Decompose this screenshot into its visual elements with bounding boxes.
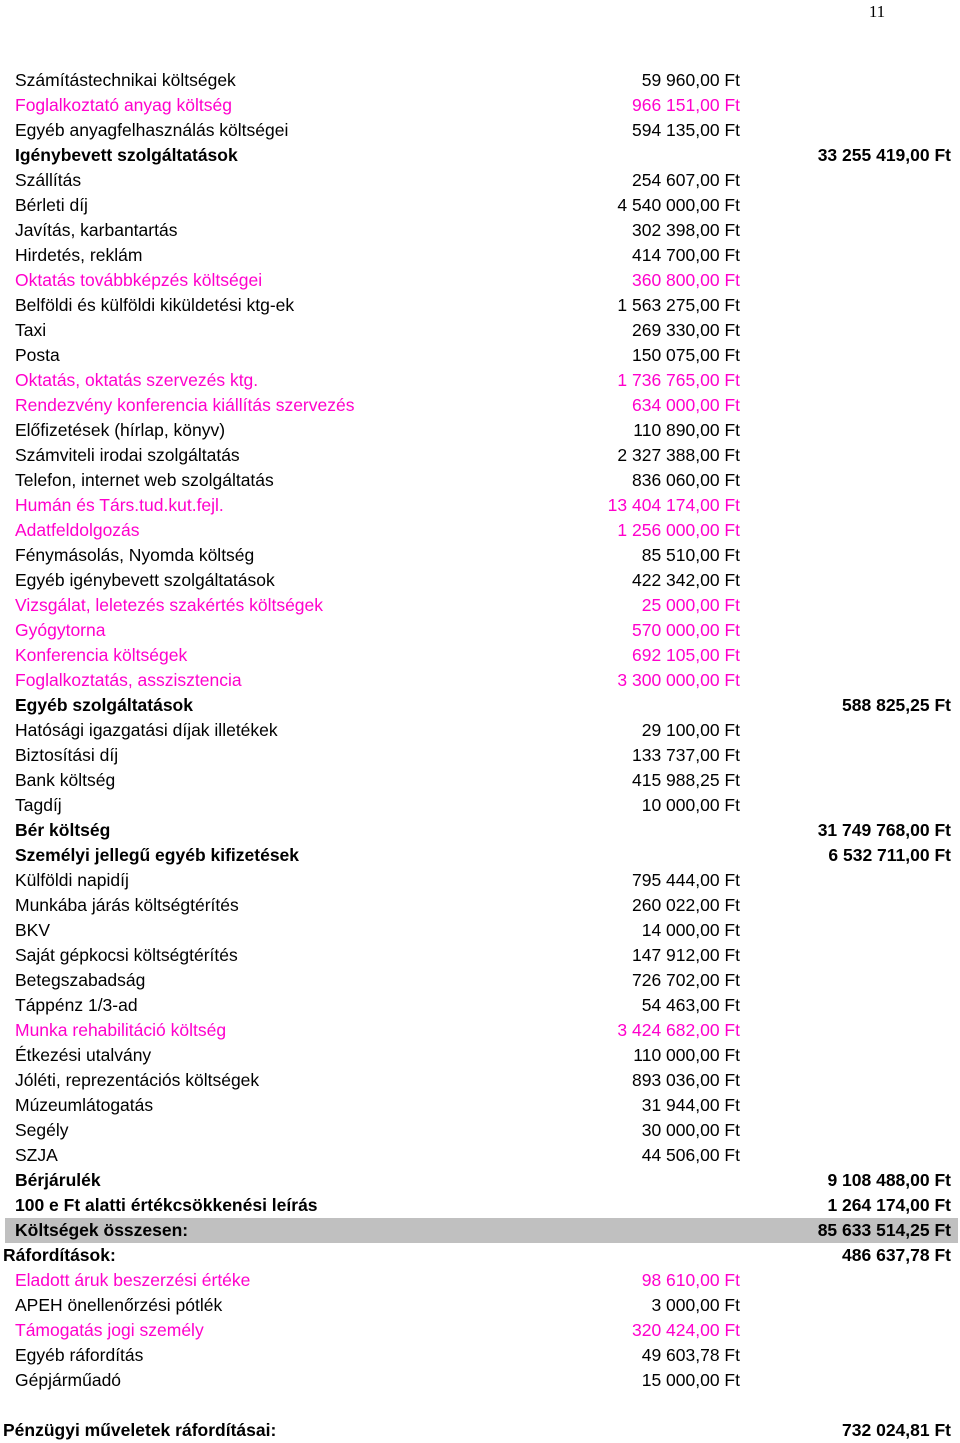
ledger-row bbox=[0, 693, 960, 718]
ledger-row bbox=[0, 343, 960, 368]
row-amount: 44 506,00 Ft bbox=[641, 1145, 740, 1165]
ledger-row bbox=[0, 218, 960, 243]
row-amount: 85 510,00 Ft bbox=[641, 545, 740, 565]
ledger-row bbox=[0, 493, 960, 518]
row-label: Betegszabadság bbox=[15, 970, 146, 990]
ledger-row bbox=[0, 393, 960, 418]
ledger-row bbox=[0, 1018, 960, 1043]
ledger-row bbox=[0, 443, 960, 468]
row-subtotal: 1 264 174,00 Ft bbox=[827, 1195, 951, 1215]
row-label: Javítás, karbantartás bbox=[15, 220, 178, 240]
ledger-row bbox=[0, 243, 960, 268]
row-label: Támogatás jogi személy bbox=[15, 1320, 204, 1340]
ledger-row bbox=[0, 168, 960, 193]
ledger-row bbox=[0, 368, 960, 393]
row-label: Bank költség bbox=[15, 770, 116, 790]
ledger-row bbox=[0, 1318, 960, 1343]
row-amount: 13 404 174,00 Ft bbox=[607, 495, 740, 515]
ledger-row bbox=[0, 318, 960, 343]
row-label: Előfizetések (hírlap, könyv) bbox=[15, 420, 226, 440]
row-amount: 98 610,00 Ft bbox=[641, 1270, 740, 1290]
row-label: Ráfordítások: bbox=[3, 1245, 116, 1265]
ledger-row bbox=[0, 918, 960, 943]
row-label: Gépjárműadó bbox=[15, 1370, 122, 1390]
row-label: Fénymásolás, Nyomda költség bbox=[15, 545, 255, 565]
row-amount: 31 944,00 Ft bbox=[641, 1095, 740, 1115]
ledger-row bbox=[0, 618, 960, 643]
row-amount: 29 100,00 Ft bbox=[641, 720, 740, 740]
row-amount: 2 327 388,00 Ft bbox=[617, 445, 740, 465]
row-label: Rendezvény konferencia kiállítás szervezés bbox=[15, 395, 355, 415]
row-label: Posta bbox=[15, 345, 60, 365]
row-label: Vizsgálat, leletezés szakértés költségek bbox=[15, 595, 324, 615]
row-amount: 570 000,00 Ft bbox=[632, 620, 740, 640]
row-amount: 150 075,00 Ft bbox=[632, 345, 740, 365]
row-label: Munkába járás költségtérítés bbox=[15, 895, 239, 915]
ledger-row bbox=[0, 1218, 960, 1243]
row-amount: 15 000,00 Ft bbox=[641, 1370, 740, 1390]
ledger-row bbox=[0, 543, 960, 568]
row-amount: 414 700,00 Ft bbox=[632, 245, 740, 265]
ledger-row bbox=[0, 1068, 960, 1093]
row-label: Saját gépkocsi költségtérítés bbox=[15, 945, 238, 965]
row-label: Tagdíj bbox=[15, 795, 62, 815]
row-amount: 795 444,00 Ft bbox=[632, 870, 740, 890]
row-amount: 422 342,00 Ft bbox=[632, 570, 740, 590]
ledger-row bbox=[0, 1193, 960, 1218]
row-amount: 147 912,00 Ft bbox=[632, 945, 740, 965]
row-amount: 110 890,00 Ft bbox=[633, 420, 740, 440]
ledger-row bbox=[0, 293, 960, 318]
row-label: Igénybevett szolgáltatások bbox=[15, 145, 238, 165]
row-subtotal: 732 024,81 Ft bbox=[842, 1420, 951, 1440]
page-number: 11 bbox=[868, 2, 886, 21]
ledger-row bbox=[0, 843, 960, 868]
ledger-row bbox=[0, 1293, 960, 1318]
ledger-row bbox=[0, 193, 960, 218]
ledger-row bbox=[0, 1168, 960, 1193]
row-label: Hatósági igazgatási díjak illetékek bbox=[15, 720, 278, 740]
row-label: Számítástechnikai költségek bbox=[15, 70, 236, 90]
ledger-row bbox=[0, 668, 960, 693]
row-label: Étkezési utalvány bbox=[15, 1045, 152, 1065]
ledger-row bbox=[0, 793, 960, 818]
row-amount: 3 424 682,00 Ft bbox=[617, 1020, 740, 1040]
row-amount: 14 000,00 Ft bbox=[641, 920, 740, 940]
row-label: Taxi bbox=[15, 320, 47, 340]
row-amount: 49 603,78 Ft bbox=[641, 1345, 740, 1365]
row-subtotal: 31 749 768,00 Ft bbox=[817, 820, 951, 840]
ledger-row bbox=[0, 118, 960, 143]
row-label: Foglalkoztató anyag költség bbox=[15, 95, 232, 115]
row-amount: 1 736 765,00 Ft bbox=[617, 370, 740, 390]
ledger-row bbox=[0, 818, 960, 843]
ledger-row bbox=[0, 1043, 960, 1068]
ledger-row bbox=[0, 718, 960, 743]
row-amount: 3 000,00 Ft bbox=[651, 1295, 740, 1315]
ledger-row bbox=[0, 1418, 960, 1443]
row-amount: 415 988,25 Ft bbox=[632, 770, 740, 790]
ledger-row bbox=[0, 1268, 960, 1293]
row-label: Egyéb anyagfelhasználás költségei bbox=[15, 120, 289, 140]
ledger-row bbox=[0, 518, 960, 543]
row-label: Gyógytorna bbox=[15, 620, 106, 640]
row-label: Oktatás, oktatás szervezés ktg. bbox=[15, 370, 259, 390]
row-label: BKV bbox=[15, 920, 51, 940]
row-subtotal: 33 255 419,00 Ft bbox=[817, 145, 951, 165]
row-label: Bérjárulék bbox=[15, 1170, 101, 1190]
row-amount: 726 702,00 Ft bbox=[632, 970, 740, 990]
row-amount: 836 060,00 Ft bbox=[632, 470, 740, 490]
row-amount: 634 000,00 Ft bbox=[632, 395, 740, 415]
row-amount: 966 151,00 Ft bbox=[632, 95, 740, 115]
row-amount: 1 563 275,00 Ft bbox=[617, 295, 740, 315]
row-label: Személyi jellegű egyéb kifizetések bbox=[15, 845, 300, 865]
row-label: Egyéb ráfordítás bbox=[15, 1345, 144, 1365]
ledger-row bbox=[0, 643, 960, 668]
row-amount: 893 036,00 Ft bbox=[632, 1070, 740, 1090]
row-label: Foglalkoztatás, asszisztencia bbox=[15, 670, 242, 690]
row-amount: 269 330,00 Ft bbox=[632, 320, 740, 340]
row-label: Jóléti, reprezentációs költségek bbox=[15, 1070, 260, 1090]
row-label: Adatfeldolgozás bbox=[15, 520, 140, 540]
ledger-row bbox=[0, 593, 960, 618]
ledger-row bbox=[0, 1243, 960, 1268]
ledger-row bbox=[0, 468, 960, 493]
row-amount: 594 135,00 Ft bbox=[632, 120, 740, 140]
row-label: Konferencia költségek bbox=[15, 645, 188, 665]
row-label: Szállítás bbox=[15, 170, 82, 190]
row-label: Oktatás továbbképzés költségei bbox=[15, 270, 263, 290]
row-label: Bérleti díj bbox=[15, 195, 88, 215]
row-label: 100 e Ft alatti értékcsökkenési leírás bbox=[15, 1195, 318, 1215]
row-amount: 30 000,00 Ft bbox=[641, 1120, 740, 1140]
row-label: Egyéb igénybevett szolgáltatások bbox=[15, 570, 275, 590]
row-label: Segély bbox=[15, 1120, 69, 1140]
row-amount: 133 737,00 Ft bbox=[632, 745, 740, 765]
row-amount: 59 960,00 Ft bbox=[641, 70, 740, 90]
row-label: APEH önellenőrzési pótlék bbox=[15, 1295, 223, 1315]
row-subtotal: 6 532 711,00 Ft bbox=[828, 845, 951, 865]
row-label: Költségek összesen: bbox=[15, 1220, 189, 1240]
row-amount: 10 000,00 Ft bbox=[641, 795, 740, 815]
ledger-row bbox=[0, 143, 960, 168]
ledger-row bbox=[0, 893, 960, 918]
row-label: Számviteli irodai szolgáltatás bbox=[15, 445, 240, 465]
row-label: Munka rehabilitáció költség bbox=[15, 1020, 227, 1040]
row-label: Pénzügyi műveletek ráfordításai: bbox=[3, 1420, 277, 1440]
ledger-row bbox=[0, 68, 960, 93]
ledger-row bbox=[0, 418, 960, 443]
ledger-row bbox=[0, 968, 960, 993]
row-amount: 320 424,00 Ft bbox=[632, 1320, 740, 1340]
row-amount: 110 000,00 Ft bbox=[633, 1045, 740, 1065]
row-label: Hirdetés, reklám bbox=[15, 245, 143, 265]
row-amount: 4 540 000,00 Ft bbox=[617, 195, 740, 215]
ledger-row bbox=[0, 743, 960, 768]
row-subtotal: 9 108 488,00 Ft bbox=[827, 1170, 951, 1190]
ledger-row bbox=[0, 1143, 960, 1168]
row-amount: 254 607,00 Ft bbox=[632, 170, 740, 190]
ledger-row bbox=[0, 868, 960, 893]
row-label: SZJA bbox=[15, 1145, 58, 1165]
row-amount: 302 398,00 Ft bbox=[632, 220, 740, 240]
row-subtotal: 588 825,25 Ft bbox=[842, 695, 951, 715]
ledger-row bbox=[0, 1368, 960, 1393]
row-amount: 692 105,00 Ft bbox=[632, 645, 740, 665]
ledger-row bbox=[0, 268, 960, 293]
row-label: Táppénz 1/3-ad bbox=[15, 995, 138, 1015]
expense-ledger bbox=[0, 68, 960, 1443]
row-amount: 25 000,00 Ft bbox=[641, 595, 740, 615]
row-label: Telefon, internet web szolgáltatás bbox=[15, 470, 274, 490]
row-subtotal: 85 633 514,25 Ft bbox=[817, 1220, 951, 1240]
ledger-row bbox=[0, 1093, 960, 1118]
ledger-row bbox=[0, 993, 960, 1018]
ledger-row bbox=[0, 1343, 960, 1368]
row-label: Egyéb szolgáltatások bbox=[15, 695, 193, 715]
row-amount: 260 022,00 Ft bbox=[632, 895, 740, 915]
ledger-row bbox=[0, 568, 960, 593]
ledger-row bbox=[0, 1118, 960, 1143]
row-amount: 54 463,00 Ft bbox=[641, 995, 740, 1015]
row-amount: 1 256 000,00 Ft bbox=[617, 520, 740, 540]
row-amount: 3 300 000,00 Ft bbox=[617, 670, 740, 690]
row-label: Bér költség bbox=[15, 820, 111, 840]
row-label: Külföldi napidíj bbox=[15, 870, 129, 890]
ledger-row bbox=[0, 943, 960, 968]
row-label: Humán és Társ.tud.kut.fejl. bbox=[15, 495, 224, 515]
ledger-row bbox=[0, 768, 960, 793]
row-subtotal: 486 637,78 Ft bbox=[842, 1245, 951, 1265]
row-label: Múzeumlátogatás bbox=[15, 1095, 154, 1115]
row-amount: 360 800,00 Ft bbox=[632, 270, 740, 290]
row-label: Belföldi és külföldi kiküldetési ktg-ek bbox=[15, 295, 295, 315]
row-label: Biztosítási díj bbox=[15, 745, 119, 765]
ledger-row bbox=[0, 93, 960, 118]
row-label: Eladott áruk beszerzési értéke bbox=[15, 1270, 251, 1290]
